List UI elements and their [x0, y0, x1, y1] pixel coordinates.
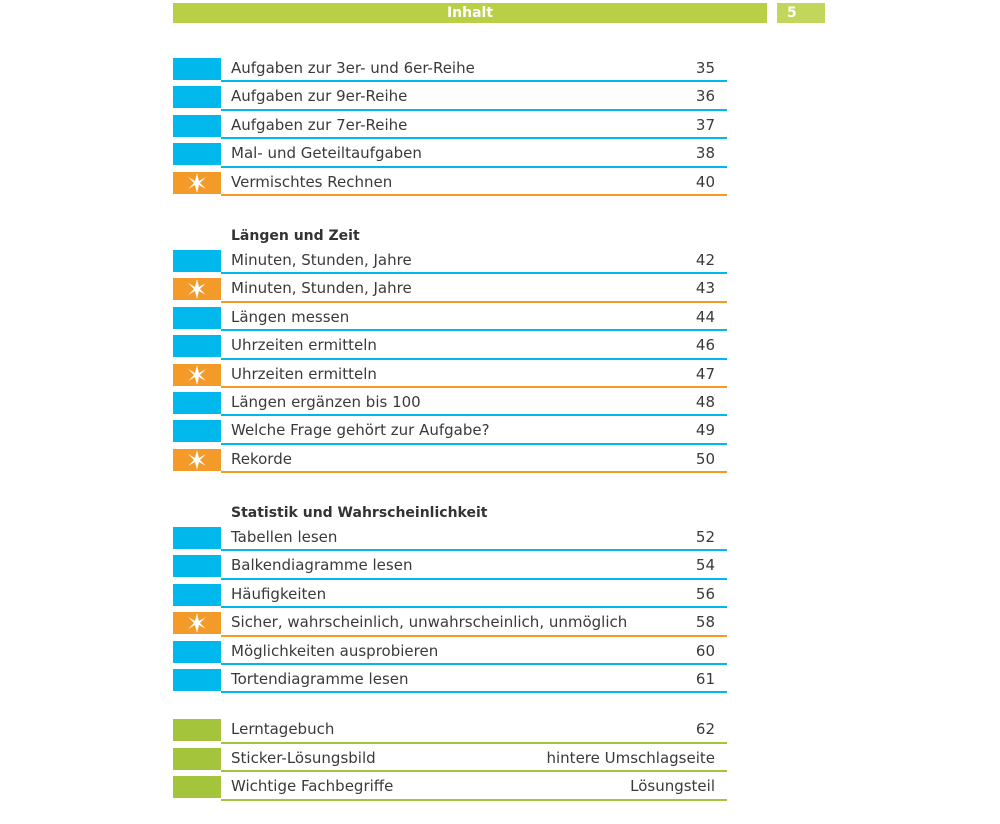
entry-underline: [221, 386, 727, 388]
blue-marker: [173, 641, 221, 663]
entry-underline: [221, 358, 727, 360]
star-icon: [186, 612, 208, 634]
toc-section-langen-und-zeit: [173, 219, 727, 474]
blue-marker: [173, 420, 221, 442]
toc-entry[interactable]: [173, 83, 727, 111]
toc-section-0: [173, 55, 727, 197]
entry-label: Vermischtes Rechnen: [231, 172, 393, 191]
entry-label: Längen messen: [231, 307, 350, 326]
entry-underline: [221, 272, 727, 274]
entry-underline: [221, 471, 727, 473]
entry-page: Lösungsteil: [630, 777, 715, 796]
entry-underline: [221, 663, 727, 665]
toc-entry[interactable]: [173, 361, 727, 389]
toc-entry[interactable]: [173, 609, 727, 637]
entry-page: 46: [695, 336, 715, 355]
blue-marker: [173, 307, 221, 329]
entry-page: 40: [695, 172, 715, 191]
blue-marker: [173, 335, 221, 357]
entry-page: 56: [695, 584, 715, 603]
header-bar: [173, 3, 767, 23]
entry-underline: [221, 691, 727, 693]
entry-label: Mal- und Geteiltaufgaben: [231, 144, 422, 163]
entry-underline: [221, 137, 727, 139]
blue-marker: [173, 250, 221, 272]
toc-entry[interactable]: [173, 275, 727, 303]
toc-entry[interactable]: [173, 417, 727, 445]
entry-underline: [221, 194, 727, 196]
orange-marker: [173, 449, 221, 471]
toc-entry[interactable]: [173, 745, 727, 773]
entry-label: Minuten, Stunden, Jahre: [231, 279, 412, 298]
toc-entry[interactable]: [173, 140, 727, 168]
toc-entry[interactable]: [173, 581, 727, 609]
entry-page: 61: [695, 670, 715, 689]
entry-label: Möglichkeiten ausprobieren: [231, 641, 439, 660]
entry-page: 62: [695, 720, 715, 739]
table-of-contents: [173, 55, 727, 824]
entry-underline: [221, 606, 727, 608]
blue-marker: [173, 527, 221, 549]
toc-entry[interactable]: [173, 552, 727, 580]
blue-marker: [173, 115, 221, 137]
entry-page: 60: [695, 641, 715, 660]
entry-underline: [221, 166, 727, 168]
entry-label: Minuten, Stunden, Jahre: [231, 250, 412, 269]
toc-entry[interactable]: [173, 55, 727, 83]
page-title: Inhalt: [446, 5, 494, 21]
blue-marker: [173, 555, 221, 577]
toc-section-3: [173, 716, 727, 801]
entry-page: 36: [695, 87, 715, 106]
entry-underline: [221, 414, 727, 416]
entry-label: Tortendiagramme lesen: [231, 670, 409, 689]
entry-label: Sticker-Lösungsbild: [231, 748, 376, 767]
page-number-box: [777, 3, 825, 23]
toc-entry[interactable]: [173, 773, 727, 801]
entry-page: 50: [695, 449, 715, 468]
entry-page: hintere Umschlagseite: [546, 748, 715, 767]
entry-underline: [221, 443, 727, 445]
green-marker: [173, 719, 221, 741]
entry-label: Lerntagebuch: [231, 720, 335, 739]
entry-label: Sicher, wahrscheinlich, unwahrscheinlich, unmöglich: [231, 613, 628, 632]
entry-label: Längen ergänzen bis 100: [231, 392, 421, 411]
entry-page: 58: [695, 613, 715, 632]
star-icon: [186, 364, 208, 386]
orange-marker: [173, 364, 221, 386]
toc-entry[interactable]: [173, 389, 727, 417]
page-number: 5: [787, 5, 797, 21]
orange-marker: [173, 612, 221, 634]
toc-entry[interactable]: [173, 524, 727, 552]
entry-page: 52: [695, 528, 715, 547]
green-marker: [173, 776, 221, 798]
star-icon: [186, 449, 208, 471]
entry-page: 49: [695, 421, 715, 440]
entry-page: 43: [695, 279, 715, 298]
entry-label: Aufgaben zur 3er- und 6er-Reihe: [231, 59, 475, 77]
blue-marker: [173, 58, 221, 80]
toc-entry[interactable]: [173, 304, 727, 332]
toc-entry[interactable]: [173, 716, 727, 744]
section-heading: Längen und Zeit: [231, 227, 360, 244]
entry-page: 42: [695, 250, 715, 269]
entry-underline: [221, 578, 727, 580]
entry-page: 48: [695, 392, 715, 411]
star-icon: [186, 278, 208, 300]
toc-entry[interactable]: [173, 169, 727, 197]
toc-section-statistik-und-wahrscheinlichkeit: [173, 496, 727, 694]
entry-label: Welche Frage gehört zur Aufgabe?: [231, 421, 490, 440]
blue-marker: [173, 143, 221, 165]
blue-marker: [173, 584, 221, 606]
entry-label: Uhrzeiten ermitteln: [231, 364, 377, 383]
entry-underline: [221, 109, 727, 111]
entry-underline: [221, 329, 727, 331]
entry-underline: [221, 301, 727, 303]
entry-page: 44: [695, 307, 715, 326]
entry-page: 38: [695, 144, 715, 163]
entry-page: 35: [695, 59, 715, 77]
entry-label: Häufigkeiten: [231, 584, 327, 603]
toc-entry[interactable]: [173, 247, 727, 275]
green-marker: [173, 748, 221, 770]
entry-underline: [221, 742, 727, 744]
entry-underline: [221, 770, 727, 772]
orange-marker: [173, 278, 221, 300]
toc-entry[interactable]: [173, 112, 727, 140]
section-heading: Statistik und Wahrscheinlichkeit: [231, 505, 488, 522]
entry-label: Balkendiagramme lesen: [231, 556, 413, 575]
orange-marker: [173, 172, 221, 194]
entry-underline: [221, 635, 727, 637]
blue-marker: [173, 86, 221, 108]
blue-marker: [173, 392, 221, 414]
toc-entry[interactable]: [173, 666, 727, 694]
entry-page: 54: [695, 556, 715, 575]
toc-entry[interactable]: [173, 332, 727, 360]
entry-page: 47: [695, 364, 715, 383]
entry-page: 37: [695, 115, 715, 134]
entry-label: Uhrzeiten ermitteln: [231, 336, 377, 355]
star-icon: [186, 172, 208, 194]
entry-underline: [221, 549, 727, 551]
entry-label: Aufgaben zur 7er-Reihe: [231, 115, 408, 134]
toc-entry[interactable]: [173, 446, 727, 474]
entry-label: Rekorde: [231, 449, 292, 468]
blue-marker: [173, 669, 221, 691]
entry-underline: [221, 80, 727, 82]
entry-label: Aufgaben zur 9er-Reihe: [231, 87, 408, 106]
entry-label: Wichtige Fachbegriffe: [231, 777, 394, 796]
entry-label: Tabellen lesen: [231, 528, 338, 547]
toc-entry[interactable]: [173, 638, 727, 666]
